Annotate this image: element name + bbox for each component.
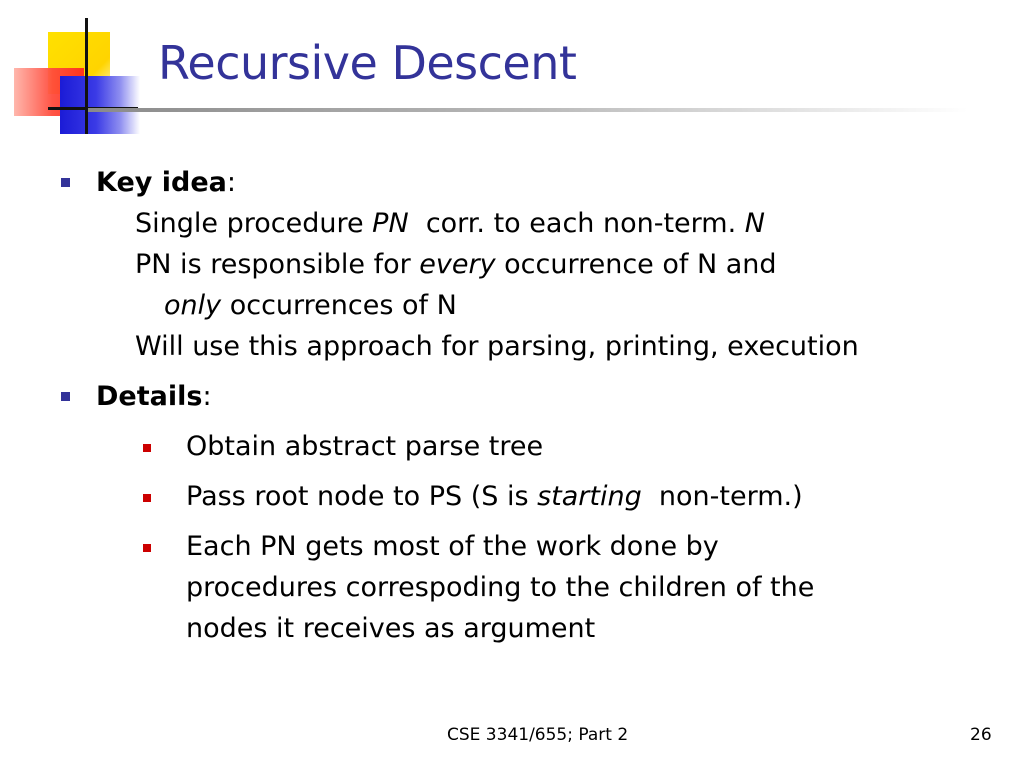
bullet-square-icon — [61, 178, 70, 187]
details-heading: Details — [96, 381, 203, 412]
text-run: non-term.) — [641, 481, 803, 512]
text-run: Obtain abstract parse tree — [186, 431, 544, 462]
key-idea-line-2 — [58, 244, 988, 285]
text-run: Single procedure — [135, 208, 373, 239]
text-line: nodes it receives as argument — [186, 613, 596, 644]
text-run: occurrence of N and — [495, 249, 777, 280]
text-line: Each PN gets most of the work done by — [186, 531, 719, 562]
slide-title: Recursive Descent — [158, 36, 577, 90]
title-underline — [88, 108, 968, 112]
text-run-italic: starting — [537, 481, 642, 512]
key-idea-heading: Key idea — [96, 167, 227, 198]
text-run: Pass root node to PS (S is — [186, 481, 538, 512]
details-sub-item-2 — [58, 476, 988, 517]
key-idea-line-4: Will use this approach for parsing, printing, execution — [135, 331, 859, 362]
slide-content — [58, 162, 988, 649]
text-line: procedures correspoding to the children of the — [186, 572, 815, 603]
text-run: occurrences of N — [221, 290, 457, 321]
bullet-key-idea — [58, 162, 988, 203]
details-sub-item-1 — [58, 426, 988, 467]
text-run-italic: N — [744, 208, 765, 239]
footer-page-number: 26 — [970, 725, 992, 745]
sub-bullet-square-icon — [143, 544, 151, 552]
text-run: PN is responsible for — [135, 249, 420, 280]
text-run: corr. to each non-term. — [408, 208, 745, 239]
footer-course: CSE 3341/655; Part 2 — [447, 725, 629, 745]
details-colon: : — [202, 381, 212, 412]
sub-bullet-square-icon — [143, 494, 151, 502]
logo — [0, 0, 160, 140]
sub-bullet-square-icon — [143, 444, 151, 452]
bullet-square-icon — [61, 392, 70, 401]
details-sub-item-3 — [58, 526, 988, 649]
logo-blue-square — [60, 76, 140, 134]
key-idea-colon: : — [226, 167, 236, 198]
text-run-italic: PN — [372, 208, 409, 239]
logo-vertical-line — [85, 18, 88, 134]
key-idea-line-1 — [58, 203, 988, 244]
key-idea-line-3 — [58, 285, 988, 326]
text-run-italic: every — [419, 249, 496, 280]
text-run-italic: only — [164, 290, 222, 321]
bullet-details — [58, 376, 988, 417]
